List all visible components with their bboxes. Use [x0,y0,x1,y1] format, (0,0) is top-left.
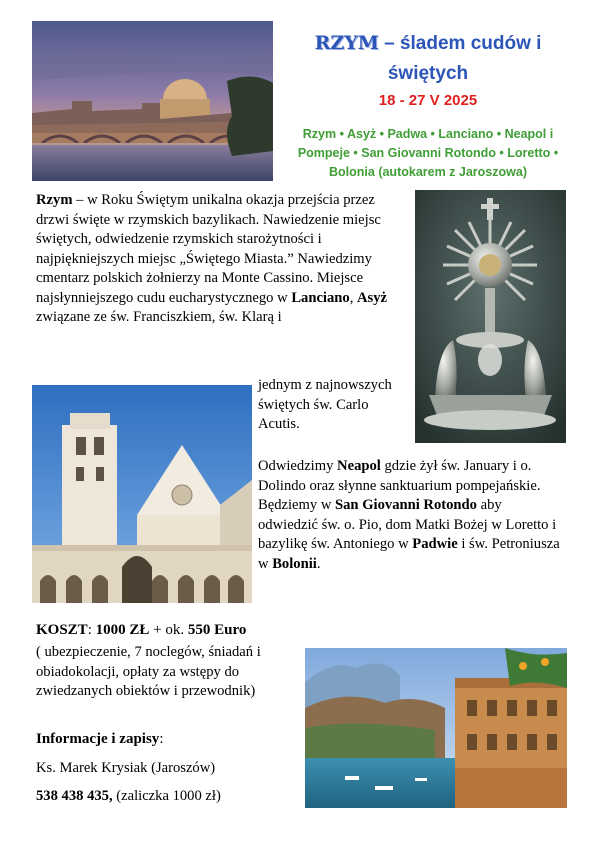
place-bolonia: Bolonii [272,555,317,572]
route-list: Rzym • Asyż • Padwa • Lanciano • Neapol i Pompeje • San Giovanni Rotondo • Loretto • Bolonia (autokarem z Jaroszowa) [297,127,559,179]
sorrento-photo [305,648,567,808]
cost-eur: 550 Euro [187,622,247,638]
rome-photo [32,21,273,181]
title-subtitle: – śladem cudów i świętych [378,33,542,84]
contact-phone-line [36,787,296,807]
contact-label: Informacje i zapisy: [36,731,164,747]
place-san-giovanni-rotondo: San Giovanni Rotondo [335,497,477,513]
cost-pln: 1000 ZŁ [95,622,150,638]
intro-paragraph: Rzym – w Roku Świętym unikalna okazja przejścia przez drzwi święte w rzymskich bazylikach. Nawiedzenie miejsc świętych, odwiedzenie rzymskich starożytności i najpiękniejszych miejsc „Świętego Miasta.” Nawiedzimy cmentarz polskich żołnierzy na Monte Cassino. Miejsce najsłynniejszego cudu eucharystycznego w Lanciano, Asyż związane ze św. Franciszkiem, św. Klarą i [36,192,387,325]
contact-phone: 538 438 435, [36,788,113,804]
assisi-photo [32,385,252,603]
place-neapol: Neapol [337,458,381,474]
place-padwa: Padwie [412,536,458,552]
monstrance-photo [415,190,566,443]
place-asyz: Asyż [357,289,387,306]
title-city: RZYM [314,32,379,54]
cost-line: KOSZT: 1000 ZŁ + ok. 550 Euro [36,622,247,638]
deposit-note: (zaliczka 1000 zł) [112,788,221,804]
cost-note: ( ubezpieczenie, 7 noclegów, śniadań i obiadokolacji, opłaty za wstępy do zwiedzanych obiektów i przewodnik) [36,644,261,699]
page-title [278,28,578,89]
place-lanciano: Lanciano [291,289,350,306]
contact-name: Ks. Marek Krysiak (Jaroszów) [36,760,216,776]
place-rzym: Rzym [36,192,73,208]
visits-paragraph: Odwiedzimy Neapol gdzie żył św. January i o. Dolindo oraz słynne sanktuarium pompejańskie. Będziemy w San Giovanni Rotondo aby odwiedzić św. o. Pio, dom Matki Bożej w Loretto i bazylikę św. Antoniego w Padwie i św. Petroniusza w Bolonii. [258,458,560,572]
acutis-text: jednym z najnowszych świętych św. Carlo Acutis. [258,377,392,432]
cost-label: KOSZT [36,622,88,638]
trip-dates: 18 - 27 V 2025 [378,92,478,109]
